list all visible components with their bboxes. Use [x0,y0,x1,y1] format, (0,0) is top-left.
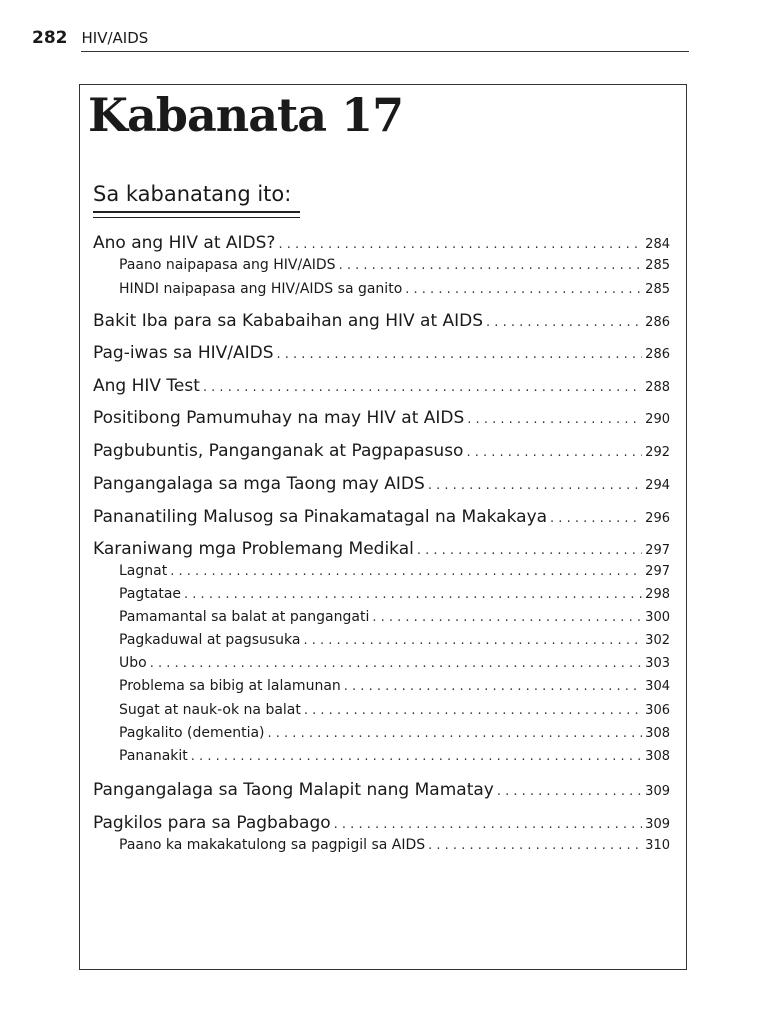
toc-page-number: 304 [645,679,670,694]
toc-entry-title: Pangangalaga sa mga Taong may AIDS [93,474,425,494]
toc-leader-dots [486,315,642,330]
toc-entry [93,233,670,253]
toc-entry [93,343,670,363]
toc-leader-dots [550,511,642,526]
page-number: 282 [32,28,68,48]
toc-entry [93,813,670,833]
toc-entry-title: Pagkilos para sa Pagbabago [93,813,331,833]
toc-page-number: 308 [645,749,670,764]
toc-page-number: 284 [645,237,670,252]
toc-subentry [93,725,670,741]
toc-page-number: 300 [645,610,670,625]
toc-entry [93,780,670,800]
toc-subentry [93,837,670,853]
toc-page-number: 286 [645,315,670,330]
toc-page-number: 297 [645,543,670,558]
toc-leader-dots [278,237,642,252]
toc-entry-title: Karaniwang mga Problemang Medikal [93,539,414,559]
toc-subentry [93,702,670,718]
toc-leader-dots [150,656,642,671]
toc-page-number: 288 [645,380,670,395]
toc-leader-dots [428,478,642,493]
chapter-box [79,84,687,970]
toc-leader-dots [304,703,642,718]
toc-page-number: 310 [645,838,670,853]
toc-entry-title: Pagtatae [119,586,182,602]
toc-entry [93,311,670,331]
toc-entry-title: Bakit Iba para sa Kababaihan ang HIV at AIDS [93,311,484,331]
toc-entry-title: Pagkalito (dementia) [119,725,265,741]
toc-entry [93,507,670,527]
toc-page-number: 306 [645,703,670,718]
toc-entry-title: Paano ka makakatulong sa pagpigil sa AIDS [119,837,426,853]
toc-leader-dots [334,817,643,832]
toc-entry-title: Ano ang HIV at AIDS? [93,233,276,253]
toc-page-number: 302 [645,633,670,648]
toc-entry-title: Pag-iwas sa HIV/AIDS [93,343,274,363]
toc-page-number: 290 [645,412,670,427]
chapter-title: Kabanata 17 [88,88,404,142]
toc-leader-dots [405,282,642,297]
toc-leader-dots [497,784,642,799]
toc-subentry [93,748,670,764]
toc-page-number: 296 [645,511,670,526]
toc-entry [93,408,670,428]
toc-entry-title: Ubo [119,655,147,671]
toc-leader-dots [191,749,642,764]
toc-leader-dots [304,633,643,648]
subtitle-double-underline [93,211,300,218]
toc-subentry [93,678,670,694]
toc-subentry [93,281,670,297]
toc-entry-title: Sugat at nauk-ok na balat [119,702,301,718]
toc-entry-title: Ang HIV Test [93,376,200,396]
toc-leader-dots [203,380,642,395]
toc-page-number: 309 [645,784,670,799]
toc-entry [93,539,670,559]
toc-entry-title: Positibong Pamumuhay na may HIV at AIDS [93,408,465,428]
toc-subentry [93,563,670,579]
toc-entry-title: Lagnat [119,563,168,579]
chapter-subtitle: Sa kabanatang ito: [93,182,292,206]
toc-page-number: 309 [645,817,670,832]
toc-leader-dots [372,610,642,625]
toc-page-number: 308 [645,726,670,741]
toc-page-number: 285 [645,258,670,273]
toc-leader-dots [466,445,642,460]
toc-subentry [93,586,670,602]
toc-page-number: 298 [645,587,670,602]
toc-page-number: 285 [645,282,670,297]
toc-entry-title: Pamamantal sa balat at pangangati [119,609,370,625]
toc-page-number: 294 [645,478,670,493]
toc-entry-title: Pagbubuntis, Panganganak at Pagpapasuso [93,441,464,461]
toc-entry-title: Paano naipapasa ang HIV/AIDS [119,257,336,273]
toc-leader-dots [268,726,643,741]
toc-page-number: 286 [645,347,670,362]
toc-entry-title: Pananakit [119,748,188,764]
toc-leader-dots [467,412,642,427]
toc-entry-title: Problema sa bibig at lalamunan [119,678,341,694]
section-label: HIV/AIDS [81,29,149,47]
toc-entry [93,376,670,396]
toc-leader-dots [277,347,643,362]
toc-leader-dots [428,838,642,853]
toc-page-number: 292 [645,445,670,460]
toc-entry-title: Pananatiling Malusog sa Pinakamatagal na Makakaya [93,507,548,527]
toc-entry-title: HINDI naipapasa ang HIV/AIDS sa ganito [119,281,403,297]
running-head [32,28,689,48]
toc-page-number: 303 [645,656,670,671]
toc-entry-title: Pangangalaga sa Taong Malapit nang Mamatay [93,780,494,800]
header-divider [81,51,689,52]
toc-leader-dots [339,258,643,273]
toc-subentry [93,609,670,625]
toc-entry [93,474,670,494]
toc-subentry [93,632,670,648]
toc-leader-dots [417,543,642,558]
toc-subentry [93,655,670,671]
toc-leader-dots [344,679,642,694]
toc-subentry [93,257,670,273]
toc-page-number: 297 [645,564,670,579]
toc-entry [93,441,670,461]
toc-entry-title: Pagkaduwal at pagsusuka [119,632,301,648]
toc-leader-dots [170,564,642,579]
toc-leader-dots [184,587,642,602]
